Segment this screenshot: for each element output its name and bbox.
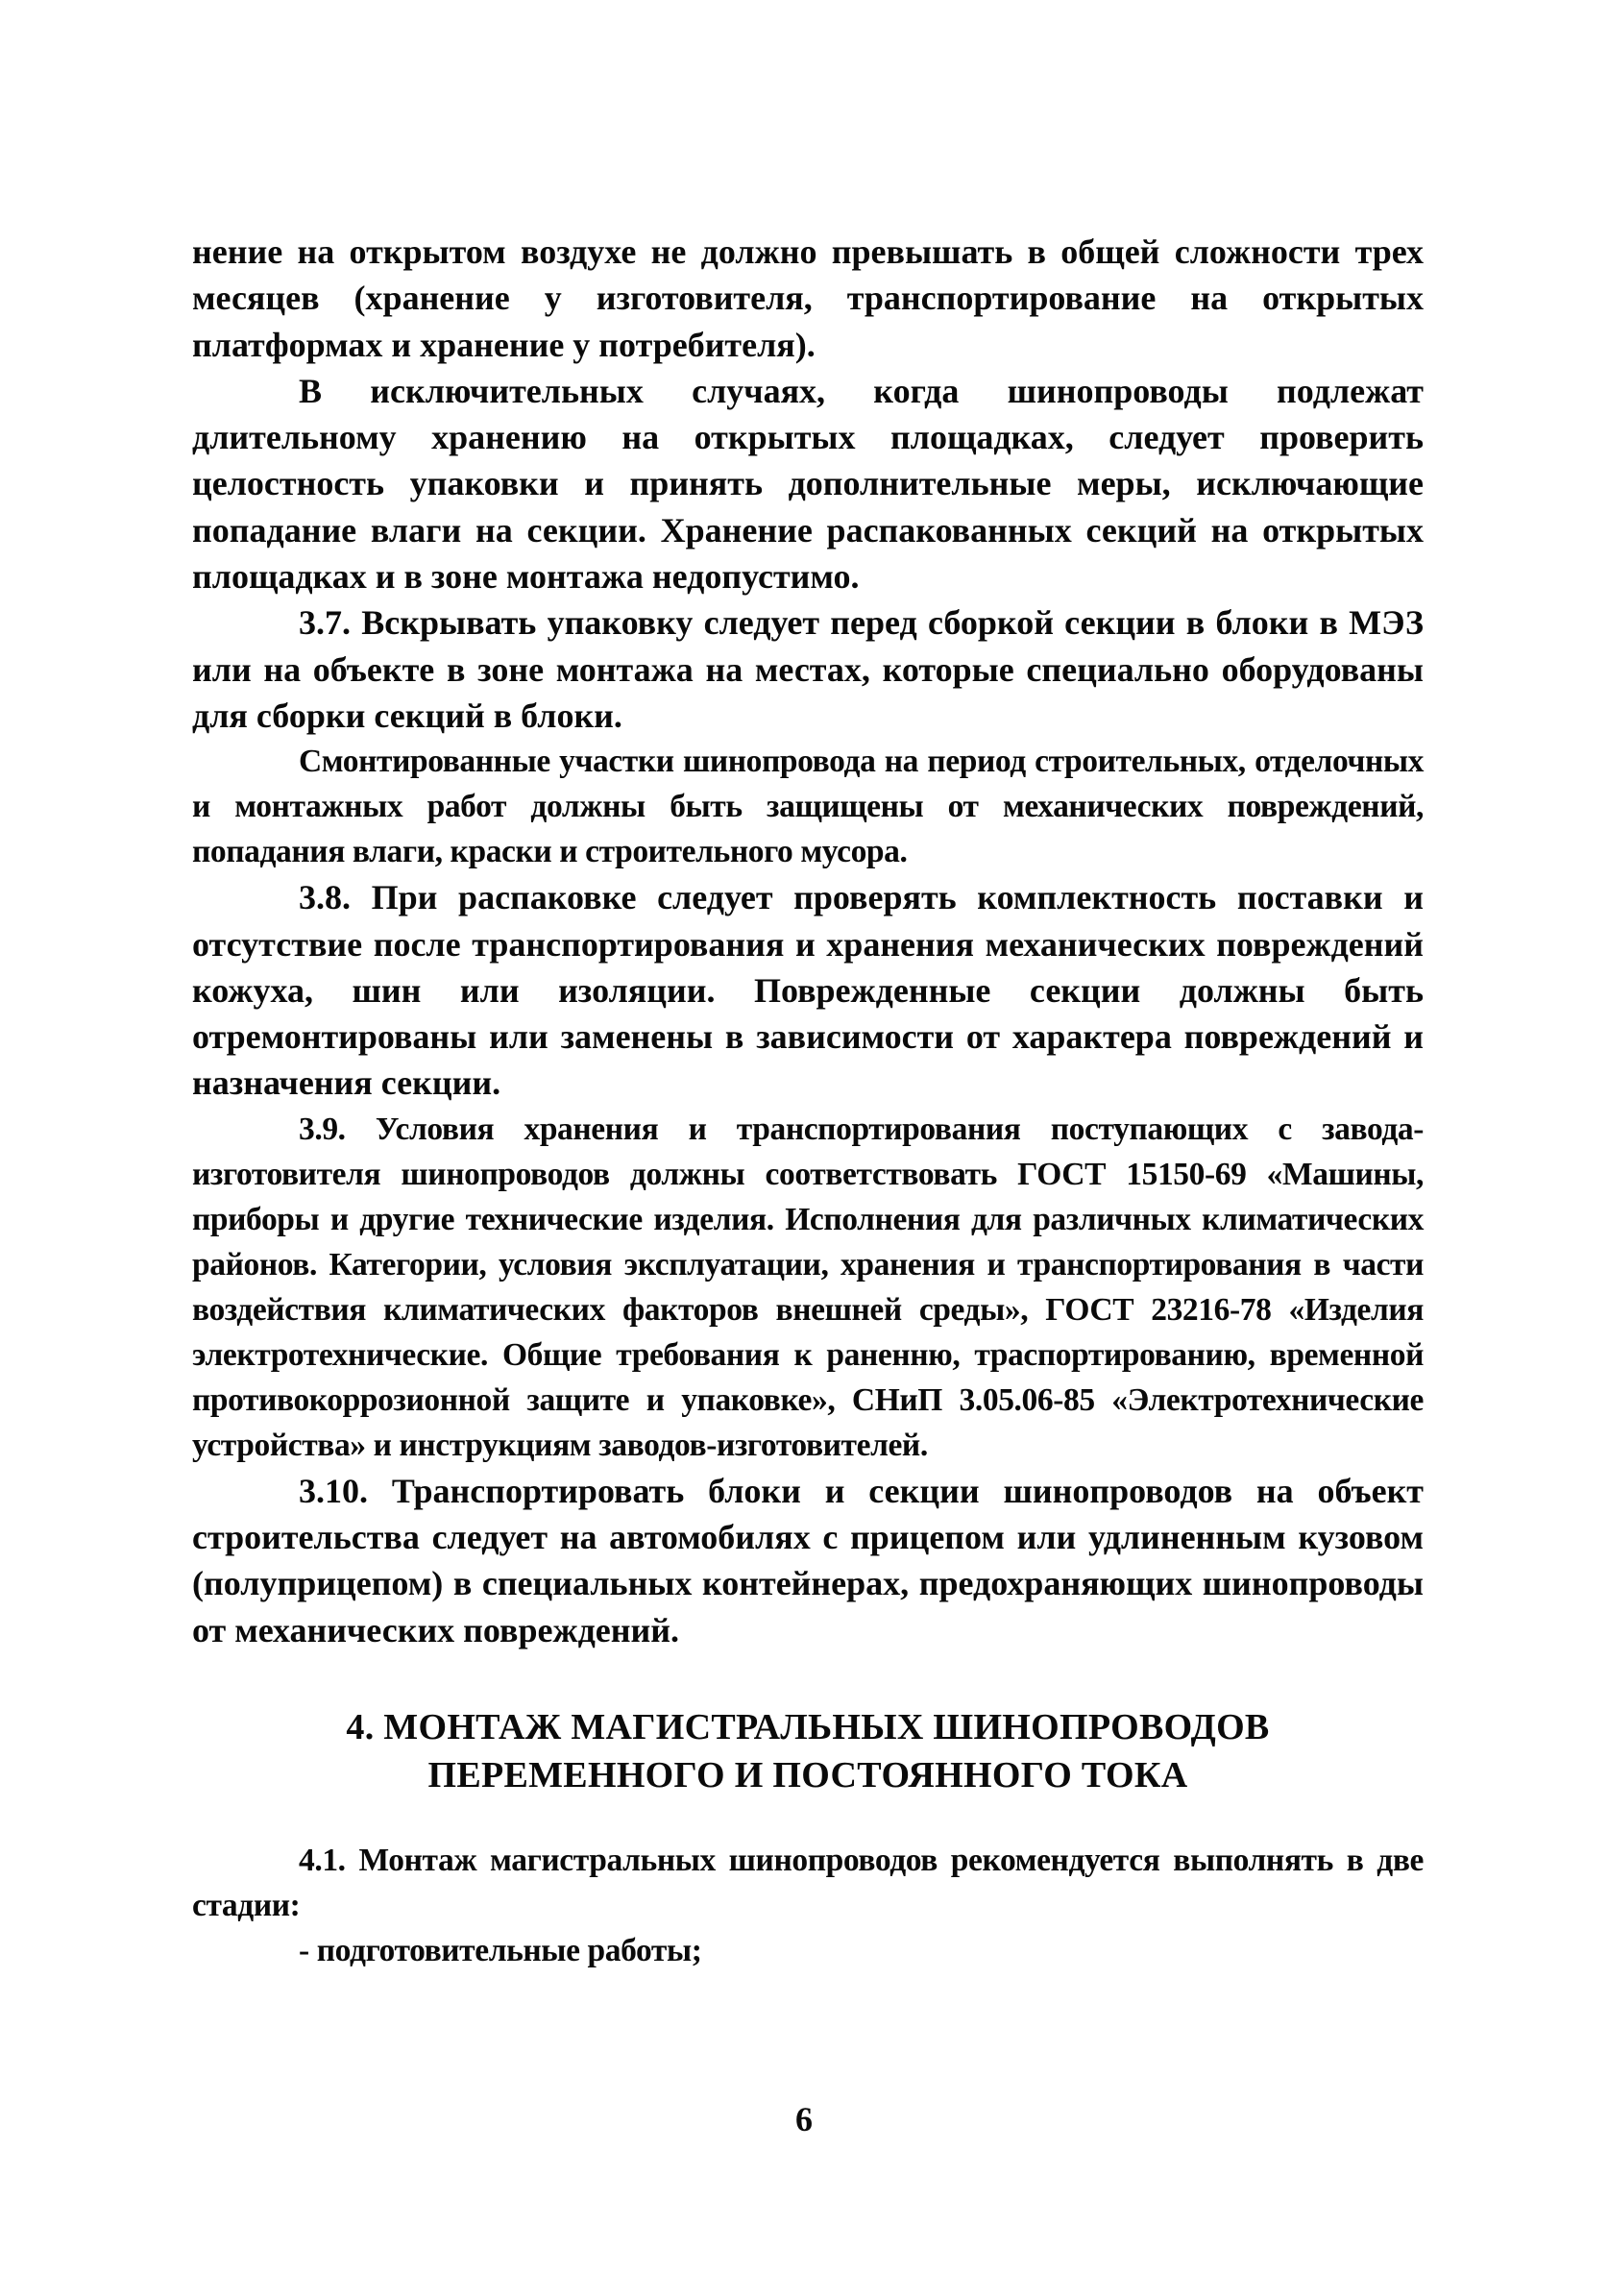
section-heading-line-2: ПЕРЕМЕННОГО И ПОСТОЯННОГО ТОКА [427, 1754, 1188, 1795]
page-number: 6 [795, 2100, 813, 2138]
paragraph-exceptional-cases: В исключительных случаях, когда шинопроводы подлежат длительному хранению на открытых площадках, следует проверить целостность упаковки и принять дополнительные меры, исключающие попадание влаги на секции. Хранение распакованных секций на открытых площадках и в зоне монтажа недопустимо. [192, 371, 1424, 597]
paragraph-3-8: 3.8. При распаковке следует проверять комплектность поставки и отсутствие после транспортирования и хранения механических повреждений кожуха, шин или изоляции. Поврежденные секции должны быть отремонтированы или заменены в зависимости от характера повреждений и назначения секции. [192, 878, 1424, 1103]
paragraph-4-1: 4.1. Монтаж магистральных шинопроводов рекомендуется выполнять в две стадии: [192, 1842, 1424, 1923]
paragraph-3-10: 3.10. Транспортировать блоки и секции шинопроводов на объект строительства следует на автомобилях с прицепом или удлиненным кузовом (полуприцепом) в специальных контейнерах, предохраняющих шинопроводы от механических повреждений. [192, 1471, 1424, 1649]
section-heading-line-1: 4. МОНТАЖ МАГИСТРАЛЬНЫХ ШИНОПРОВОДОВ [346, 1706, 1270, 1747]
paragraph-3-9: 3.9. Условия хранения и транспортирования поступающих с завода-изготовителя шинопроводов должны соответствовать ГОСТ 15150-69 «Машины, приборы и другие технические изделия. Исполнения для различных климатических районов. Категории, условия эксплуатации, хранения и транспортирования в части воздействия климатических факторов внешней среды», ГОСТ 23216-78 «Изделия электротехнические. Общие требования к раненню, траспортированию, временной противокоррозионной защите и упаковке», СНиП 3.05.06-85 «Электротехнические устройства» и инструкциям заводов-изготовителей. [192, 1111, 1424, 1463]
paragraph-mounted-sections: Смонтированные участки шинопровода на период строительных, отделочных и монтажных работ должны быть защищены от механических повреждений, попадания влаги, краски и строительного мусора. [192, 744, 1424, 870]
list-item-preparatory-works: - подготовительные работы; [299, 1932, 702, 1968]
paragraph-3-7: 3.7. Вскрывать упаковку следует перед сборкой секции в блоки в МЭЗ или на объекте в зоне монтажа на местах, которые специально оборудованы для сборки секций в блоки. [192, 603, 1424, 735]
paragraph-storage-outdoor: нение на открытом воздухе не должно превышать в общей сложности трех месяцев (хранение у изготовителя, транспортирование на открытых платформах и хранение у потребителя). [192, 232, 1424, 364]
section-heading [192, 1703, 1424, 1799]
document-page [192, 229, 1424, 1973]
